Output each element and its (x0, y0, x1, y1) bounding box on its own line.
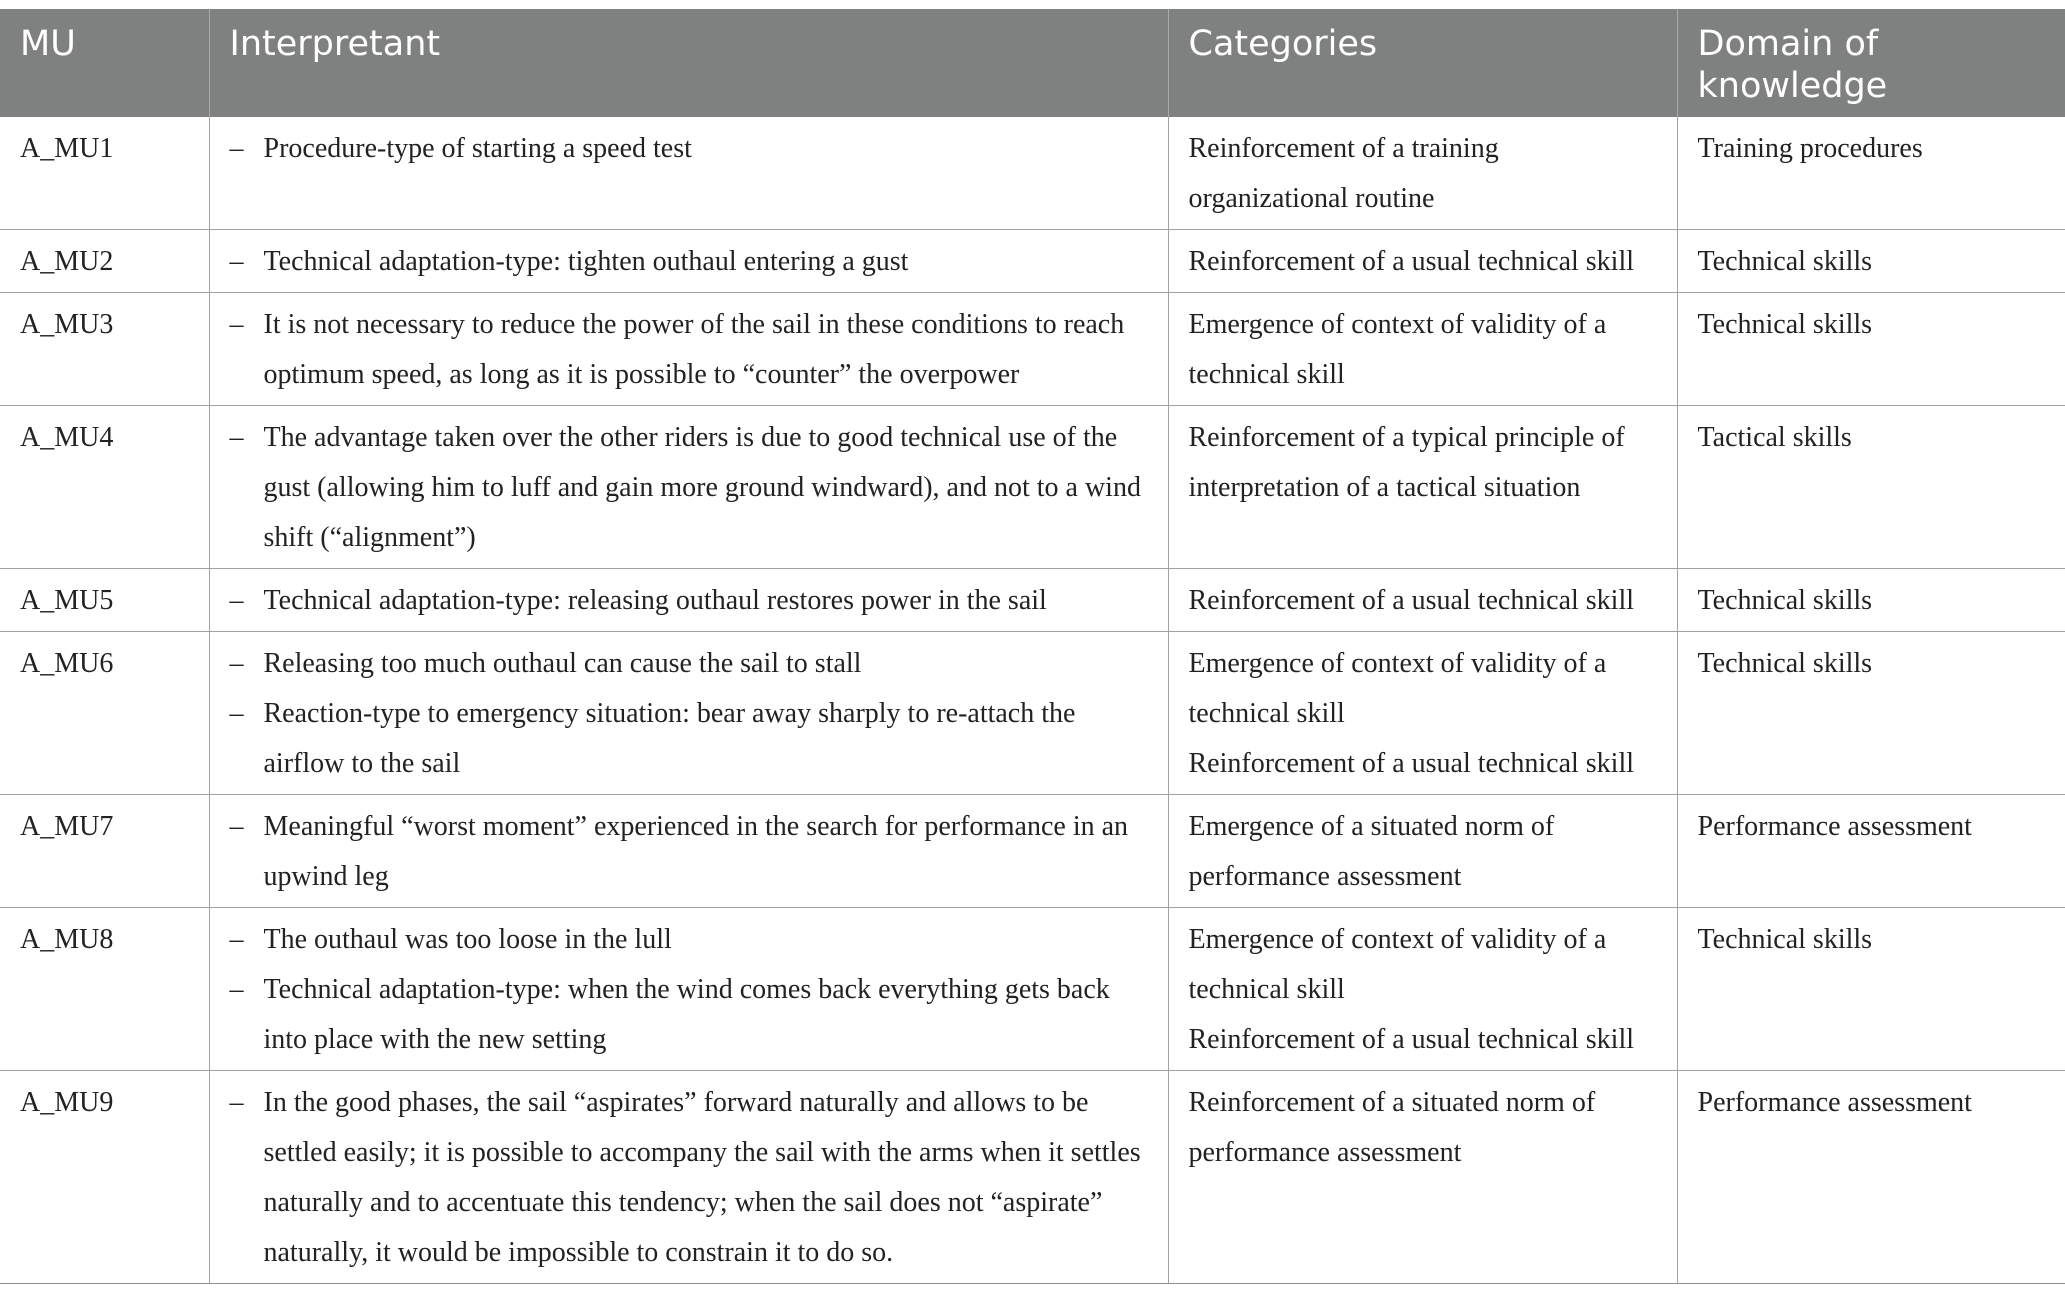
table-row (0, 1071, 2065, 1284)
cell-mu: A_MU7 (0, 795, 209, 908)
table-body (0, 117, 2065, 1284)
category-item: Reinforcement of a usual technical skill (1188, 1024, 1635, 1055)
table-row (0, 406, 2065, 569)
interpretant-item: – Releasing too much outhaul can cause the sail to stall (230, 639, 1148, 689)
cell-domain: Technical skills (1677, 230, 2065, 293)
category-item: Reinforcement of a usual technical skill (1188, 748, 1635, 779)
category-item: Reinforcement of a typical principle of interpretation of a tactical situation (1188, 422, 1625, 503)
cell-mu: A_MU3 (0, 293, 209, 406)
interpretant-list (230, 413, 1148, 563)
table-row (0, 908, 2065, 1071)
header-mu: MU (0, 9, 209, 117)
interpretant-list (230, 300, 1148, 400)
interpretant-item: – The outhaul was too loose in the lull (230, 915, 1148, 965)
cell-interpretant (209, 632, 1168, 795)
cell-domain: Tactical skills (1677, 406, 2065, 569)
interpretant-list (230, 237, 1148, 287)
results-table-container (0, 9, 2065, 1284)
cell-domain: Performance assessment (1677, 795, 2065, 908)
table-row (0, 795, 2065, 908)
cell-categories (1168, 230, 1677, 293)
cell-domain: Training procedures (1677, 117, 2065, 230)
cell-interpretant (209, 569, 1168, 632)
cell-domain: Technical skills (1677, 569, 2065, 632)
cell-mu: A_MU1 (0, 117, 209, 230)
interpretant-item: – In the good phases, the sail “aspirates” forward naturally and allows to be settled easily; it is possible to accompany the sail with the arms when it settles naturally and to accentuate this tendency; when the sail does not “aspirate” naturally, it would be impossible to constrain it to do so. (230, 1078, 1148, 1278)
header-interpretant: Interpretant (209, 9, 1168, 117)
cell-mu: A_MU5 (0, 569, 209, 632)
category-item: Emergence of a situated norm of performance assessment (1188, 811, 1555, 892)
table-row (0, 117, 2065, 230)
cell-mu: A_MU6 (0, 632, 209, 795)
cell-categories (1168, 293, 1677, 406)
cell-interpretant (209, 795, 1168, 908)
category-item: Reinforcement of a usual technical skill (1188, 585, 1635, 616)
category-item: Emergence of context of validity of a technical skill (1188, 924, 1607, 1005)
interpretant-item: – Technical adaptation-type: tighten outhaul entering a gust (230, 237, 1148, 287)
cell-categories (1168, 406, 1677, 569)
interpretant-list (230, 639, 1148, 789)
mu-interpretant-table (0, 9, 2065, 1284)
interpretant-list (230, 915, 1148, 1065)
cell-mu: A_MU8 (0, 908, 209, 1071)
interpretant-list (230, 576, 1148, 626)
cell-categories (1168, 117, 1677, 230)
table-header-row (0, 9, 2065, 117)
cell-interpretant (209, 1071, 1168, 1284)
header-domain-of-knowledge: Domain of knowledge (1677, 9, 2065, 117)
category-item: Emergence of context of validity of a technical skill (1188, 309, 1607, 390)
interpretant-list (230, 1078, 1148, 1278)
cell-categories (1168, 1071, 1677, 1284)
interpretant-list (230, 124, 1148, 174)
category-item: Reinforcement of a training organizational routine (1188, 133, 1499, 214)
cell-mu: A_MU9 (0, 1071, 209, 1284)
cell-domain: Performance assessment (1677, 1071, 2065, 1284)
cell-categories (1168, 569, 1677, 632)
cell-interpretant (209, 293, 1168, 406)
cell-interpretant (209, 908, 1168, 1071)
interpretant-item: – Reaction-type to emergency situation: bear away sharply to re-attach the airflow to the sail (230, 689, 1148, 789)
interpretant-item: – It is not necessary to reduce the power of the sail in these conditions to reach optimum speed, as long as it is possible to “counter” the overpower (230, 300, 1148, 400)
category-item: Reinforcement of a situated norm of performance assessment (1188, 1087, 1596, 1168)
category-item: Emergence of context of validity of a technical skill (1188, 648, 1607, 729)
cell-categories (1168, 795, 1677, 908)
table-row (0, 569, 2065, 632)
cell-categories (1168, 908, 1677, 1071)
cell-domain: Technical skills (1677, 632, 2065, 795)
cell-mu: A_MU4 (0, 406, 209, 569)
interpretant-item: – The advantage taken over the other riders is due to good technical use of the gust (allowing him to luff and gain more ground windward), and not to a wind shift (“alignment”) (230, 413, 1148, 563)
cell-mu: A_MU2 (0, 230, 209, 293)
category-item: Reinforcement of a usual technical skill (1188, 246, 1635, 277)
cell-interpretant (209, 117, 1168, 230)
cell-domain: Technical skills (1677, 908, 2065, 1071)
interpretant-item: – Technical adaptation-type: releasing outhaul restores power in the sail (230, 576, 1148, 626)
interpretant-item: – Meaningful “worst moment” experienced in the search for performance in an upwind leg (230, 802, 1148, 902)
cell-interpretant (209, 230, 1168, 293)
cell-domain: Technical skills (1677, 293, 2065, 406)
interpretant-list (230, 802, 1148, 902)
interpretant-item: – Technical adaptation-type: when the wind comes back everything gets back into place with the new setting (230, 965, 1148, 1065)
cell-categories (1168, 632, 1677, 795)
table-row (0, 230, 2065, 293)
cell-interpretant (209, 406, 1168, 569)
table-row (0, 293, 2065, 406)
table-row (0, 632, 2065, 795)
interpretant-item: – Procedure-type of starting a speed test (230, 124, 1148, 174)
header-categories: Categories (1168, 9, 1677, 117)
